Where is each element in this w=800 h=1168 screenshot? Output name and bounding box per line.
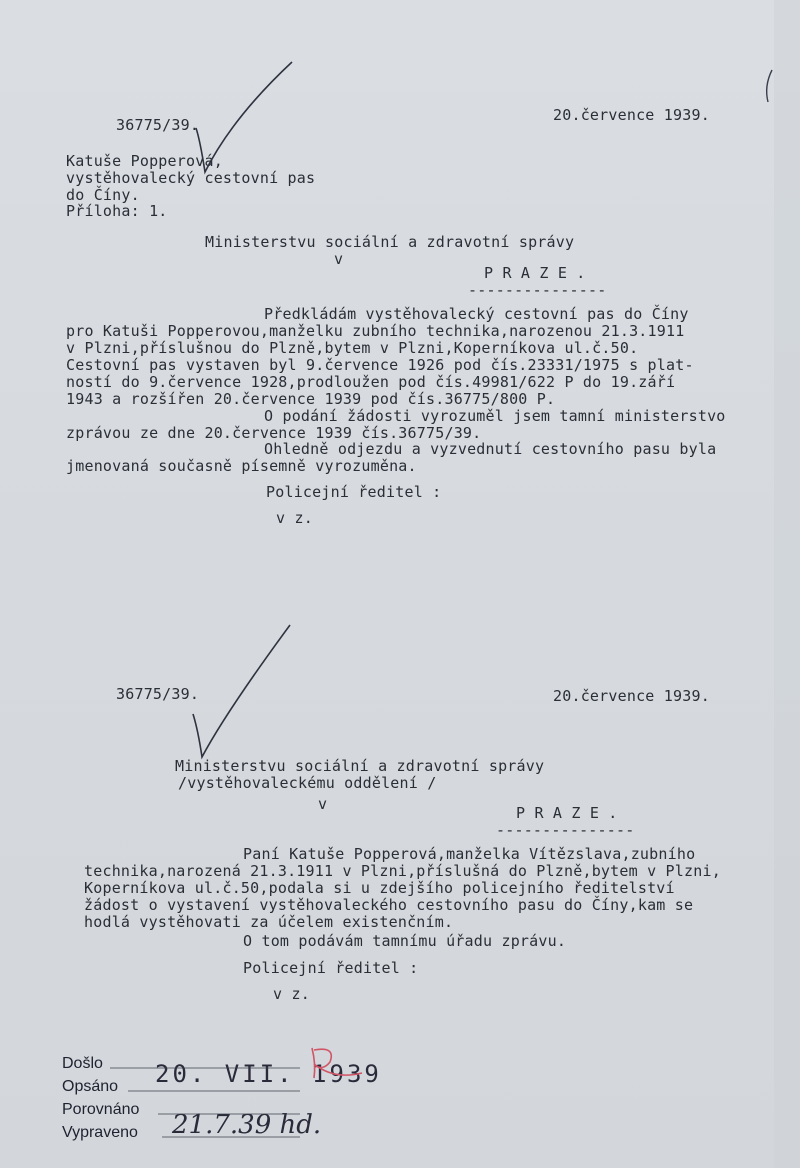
doc1-signature-title: Policejní ředitel :: [266, 483, 442, 501]
doc2-body-line: O tom podávám tamnímu úřadu zprávu.: [243, 932, 567, 950]
doc2-body-line: hodlá vystěhovati za účelem existenčním.: [84, 913, 454, 931]
doc2-department: /vystěhovaleckému oddělení /: [178, 774, 437, 792]
doc1-body-line: zprávou ze dne 20.července 1939 čís.36775/39.: [66, 424, 482, 442]
doc1-date: 20.července 1939.: [553, 106, 710, 124]
doc2-body-line: žádost o vystavení vystěhovaleckého cestovního pasu do Číny,kam se: [84, 896, 694, 914]
doc1-body-line: O podání žádosti vyrozuměl jsem tamní ministerstvo: [264, 407, 726, 425]
doc2-date: 20.července 1939.: [553, 687, 710, 705]
check-mark-icon: [193, 625, 290, 757]
doc2-v: v: [318, 795, 328, 813]
doc2-recipient: Ministerstvu sociální a zdravotní správy: [175, 757, 545, 775]
stamp-label-dispatched: Vypraveno: [62, 1124, 138, 1141]
doc2-body-line: Koperníkova ul.č.50,podala si u zdejšího policejního ředitelství: [84, 879, 675, 897]
doc2-body-line: Paní Katuše Popperová,manželka Vítězslava,zubního: [243, 845, 696, 863]
doc1-recipient: Ministerstvu sociální a zdravotní správy: [205, 233, 575, 251]
doc1-body-line: Cestovní pas vystaven byl 9.července 1926 pod čís.23331/1975 s plat-: [66, 356, 694, 374]
doc1-body-line: Ohledně odjezdu a vyzvednutí cestovního pasu byla: [264, 440, 717, 458]
stamp-received-date: 20. VII. 1939: [155, 1060, 382, 1088]
red-initials-mark: [312, 1048, 362, 1078]
doc1-body-line: Předkládám vystěhovalecký cestovní pas do Číny: [264, 305, 689, 323]
stamp-label-compared: Porovnáno: [62, 1101, 140, 1118]
doc2-reference: 36775/39.: [116, 685, 200, 703]
stamp-label-copied: Opsáno: [62, 1078, 119, 1095]
stamp-label-received: Došlo: [62, 1055, 103, 1072]
doc1-subject-line: do Číny.: [66, 186, 140, 204]
handwritten-dispatch-date: 21.7.39 hd.: [172, 1110, 322, 1140]
doc1-body-line: 1943 a rozšířen 20.července 1939 pod čís.36775/800 P.: [66, 390, 556, 408]
doc2-signature-title: Policejní ředitel :: [243, 959, 419, 977]
doc1-vz: v z.: [276, 509, 313, 527]
doc1-body-line: jmenovaná současně písemně vyrozuměna.: [66, 457, 417, 475]
doc1-subject-line: vystěhovalecký cestovní pas: [66, 169, 316, 187]
doc1-attachment: Příloha: 1.: [66, 202, 168, 220]
doc2-vz: v z.: [273, 985, 310, 1003]
doc1-city: P R A Z E .: [484, 264, 586, 282]
doc1-city-underline: ---------------: [468, 281, 607, 299]
doc1-v: v: [334, 250, 344, 268]
doc1-subject-line: Katuše Popperová,: [66, 152, 223, 170]
doc1-reference: 36775/39.: [116, 116, 200, 134]
check-mark-icon: [196, 62, 292, 172]
doc2-city: P R A Z E .: [516, 804, 618, 822]
doc1-body-line: pro Katuši Popperovou,manželku zubního technika,narozenou 21.3.1911: [66, 322, 685, 340]
doc1-body-line: ností do 9.července 1928,prodloužen pod čís.49981/622 P do 19.září: [66, 373, 676, 391]
doc2-city-underline: ---------------: [496, 821, 635, 839]
doc1-body-line: v Plzni,příslušnou do Plzně,bytem v Plzni,Koperníkova ul.č.50.: [66, 339, 639, 357]
doc2-body-line: technika,narozená 21.3.1911 v Plzni,příslušná do Plzně,bytem v Plzni,: [84, 862, 721, 880]
